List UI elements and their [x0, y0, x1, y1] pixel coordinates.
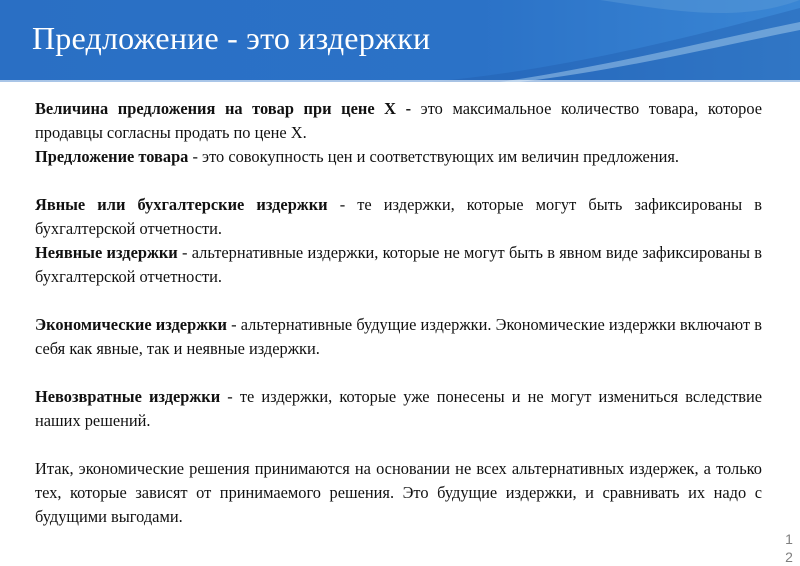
definition-implicit-costs: - альтернативные издержки, которые не могут быть в явном виде зафиксированы в бухгалтерской отчетности.: [35, 243, 762, 286]
slide-title: Предложение - это издержки: [32, 20, 431, 56]
paragraph-sunk-costs: [35, 385, 762, 433]
paragraph-supply: [35, 145, 762, 169]
header-banner: [0, 0, 800, 82]
page-number-digit-1: 1: [785, 531, 793, 547]
definition-supply-quantity: это максимальное количество товара, которое продавцы согласны продать по цене Х.: [35, 99, 763, 142]
spacer: [35, 361, 762, 385]
term-implicit-costs: Неявные издержки: [35, 243, 178, 262]
spacer: [35, 169, 762, 193]
definition-supply: - это совокупность цен и соответствующих им величин предложения.: [188, 147, 680, 166]
definition-explicit-costs: - те издержки, которые могут быть зафиксированы в бухгалтерской отчетности.: [35, 195, 763, 238]
page-number-digit-2: 2: [785, 549, 793, 565]
term-economic-costs: Экономические издержки: [35, 315, 227, 334]
spacer: [35, 433, 762, 457]
paragraph-conclusion: Итак, экономические решения принимаются на основании не всех альтернативных издержек, а только тех, которые зависят от принимаемого решения. Это будущие издержки, и сравнивать их надо с будущими выгодами.: [35, 459, 762, 526]
term-sunk-costs: Невозвратные издержки: [35, 387, 221, 406]
definition-economic-costs: - альтернативные будущие издержки. Экономические издержки включают в себя как явные, так и неявные издержки.: [35, 315, 762, 358]
slide-body: [35, 97, 762, 529]
paragraph-economic-costs: [35, 313, 762, 361]
definition-sunk-costs: - те издержки, которые уже понесены и не могут измениться вследствие наших решений.: [35, 387, 763, 430]
paragraph-supply-quantity: [35, 97, 762, 145]
spacer: [35, 289, 762, 313]
term-supply: Предложение товара: [35, 147, 189, 166]
term-supply-quantity: Величина предложения на товар при цене Х -: [35, 99, 412, 118]
paragraph-explicit-costs: [35, 193, 762, 241]
term-explicit-costs: Явные или бухгалтерские издержки: [35, 195, 328, 214]
paragraph-implicit-costs: [35, 241, 762, 289]
page-number: [782, 530, 796, 566]
